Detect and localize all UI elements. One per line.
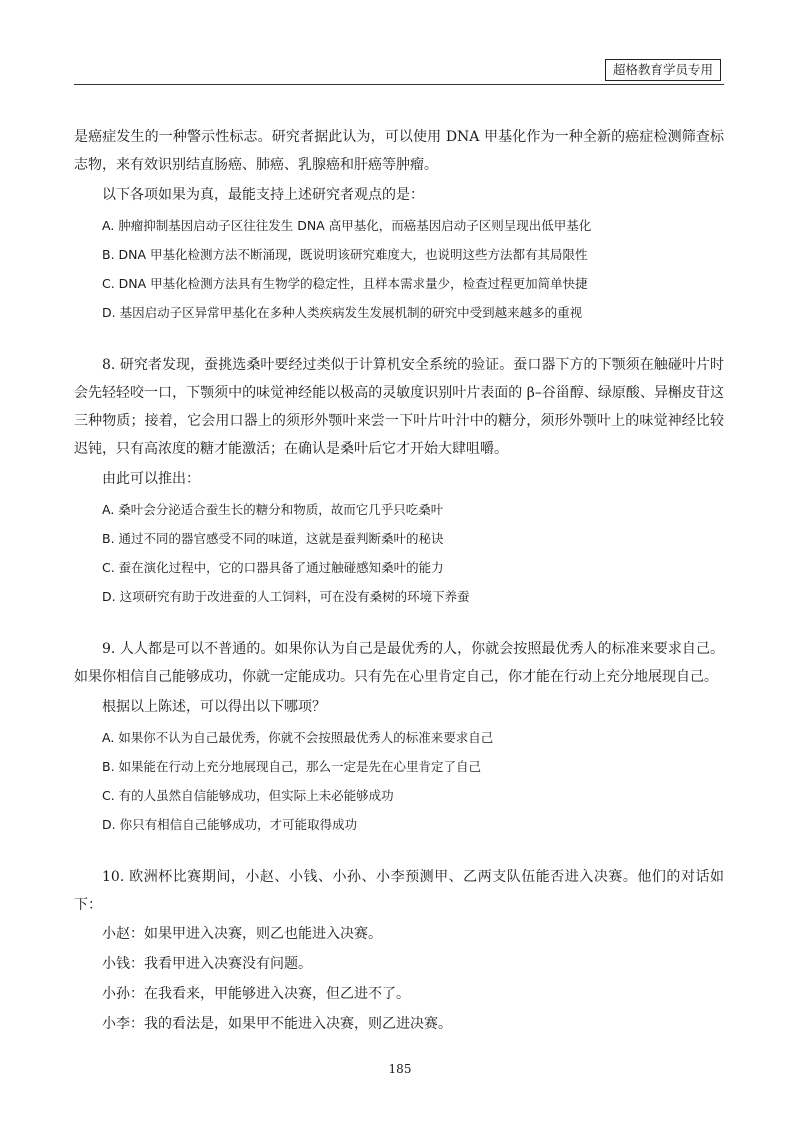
question-9 bbox=[74, 635, 724, 839]
question-7-stem: 是癌症发生的一种警示性标志。研究者据此认为，可以使用 DNA 甲基化作为一种全新的癌症检测筛查标志物，来有效识别结直肠癌、肺癌、乳腺癌和肝癌等肿瘤。 bbox=[74, 129, 724, 173]
page-content bbox=[74, 123, 724, 1039]
option-a: A. 桑叶会分泌适合蚕生长的糖分和物质，故而它几乎只吃桑叶 bbox=[102, 502, 444, 517]
page-number: 185 bbox=[388, 1062, 412, 1076]
question-9-prompt: 根据以上陈述，可以得出以下哪项？ bbox=[102, 699, 326, 715]
question-8-stem: 8. 研究者发现，蚕挑选桑叶要经过类似于计算机安全系统的验证。蚕口器下方的下颚须在触碰叶片时会先轻轻咬一口，下颚须中的味觉神经能以极高的灵敏度识别叶片表面的 β–谷甾醇、绿原酸、异槲皮苷这三种物质；接着，它会用口器上的须形外颚叶来尝一下叶片叶汁中的糖分，须形外颚叶上的味觉神经比较迟钝，只有高浓度的糖才能激活；在确认是桑叶后它才开始大肆咀嚼。 bbox=[74, 357, 724, 457]
question-10-stem: 10. 欧洲杯比赛期间，小赵、小钱、小孙、小李预测甲、乙两支队伍能否进入决赛。他们的对话如下： bbox=[74, 869, 724, 913]
dialogue-line-zhao: 小赵：如果甲进入决赛，则乙也能进入决赛。 bbox=[102, 926, 382, 942]
question-9-options bbox=[74, 723, 724, 839]
option-b: B. DNA 甲基化检测方法不断涌现，既说明该研究难度大，也说明这些方法都有其局限性 bbox=[102, 247, 588, 262]
question-8-options bbox=[74, 495, 724, 611]
question-9-stem: 9. 人人都是可以不普通的。如果你认为自己是最优秀的人，你就会按照最优秀人的标准来要求自己。如果你相信自己能够成功，你就一定能成功。只有先在心里肯定自己，你才能在行动上充分地展现自己。 bbox=[74, 641, 724, 685]
question-7 bbox=[74, 123, 724, 327]
option-c: C. 蚕在演化过程中，它的口器具备了通过触碰感知桑叶的能力 bbox=[102, 560, 444, 575]
option-c: C. DNA 甲基化检测方法具有生物学的稳定性，且样本需求量少，检查过程更加简单快捷 bbox=[102, 276, 588, 291]
option-d: D. 这项研究有助于改进蚕的人工饲料，可在没有桑树的环境下养蚕 bbox=[102, 589, 470, 604]
option-d: D. 基因启动子区异常甲基化在多种人类疾病发生发展机制的研究中受到越来越多的重视 bbox=[102, 305, 583, 320]
option-c: C. 有的人虽然自信能够成功，但实际上未必能够成功 bbox=[102, 788, 394, 803]
option-a: A. 如果你不认为自己最优秀，你就不会按照最优秀人的标准来要求自己 bbox=[102, 730, 494, 745]
option-b: B. 通过不同的器官感受不同的味道，这就是蚕判断桑叶的秘诀 bbox=[102, 531, 444, 546]
question-8 bbox=[74, 351, 724, 611]
dialogue-line-qian: 小钱：我看甲进入决赛没有问题。 bbox=[102, 956, 312, 972]
option-d: D. 你只有相信自己能够成功，才可能取得成功 bbox=[102, 817, 358, 832]
question-10 bbox=[74, 863, 724, 1039]
option-a: A. 肿瘤抑制基因启动子区往往发生 DNA 高甲基化，而癌基因启动子区则呈现出低甲基化 bbox=[102, 218, 592, 233]
dialogue-line-sun: 小孙：在我看来，甲能够进入决赛，但乙进不了。 bbox=[102, 986, 410, 1002]
question-7-options bbox=[74, 211, 724, 327]
dialogue-line-li: 小李：我的看法是，如果甲不能进入决赛，则乙进决赛。 bbox=[102, 1016, 452, 1032]
option-b: B. 如果能在行动上充分地展现自己，那么一定是先在心里肯定了自己 bbox=[102, 759, 482, 774]
question-8-prompt: 由此可以推出： bbox=[102, 471, 200, 487]
question-7-prompt: 以下各项如果为真，最能支持上述研究者观点的是： bbox=[102, 187, 424, 203]
header-tag: 超格教育学员专用 bbox=[605, 59, 721, 81]
header-rule bbox=[74, 84, 724, 85]
